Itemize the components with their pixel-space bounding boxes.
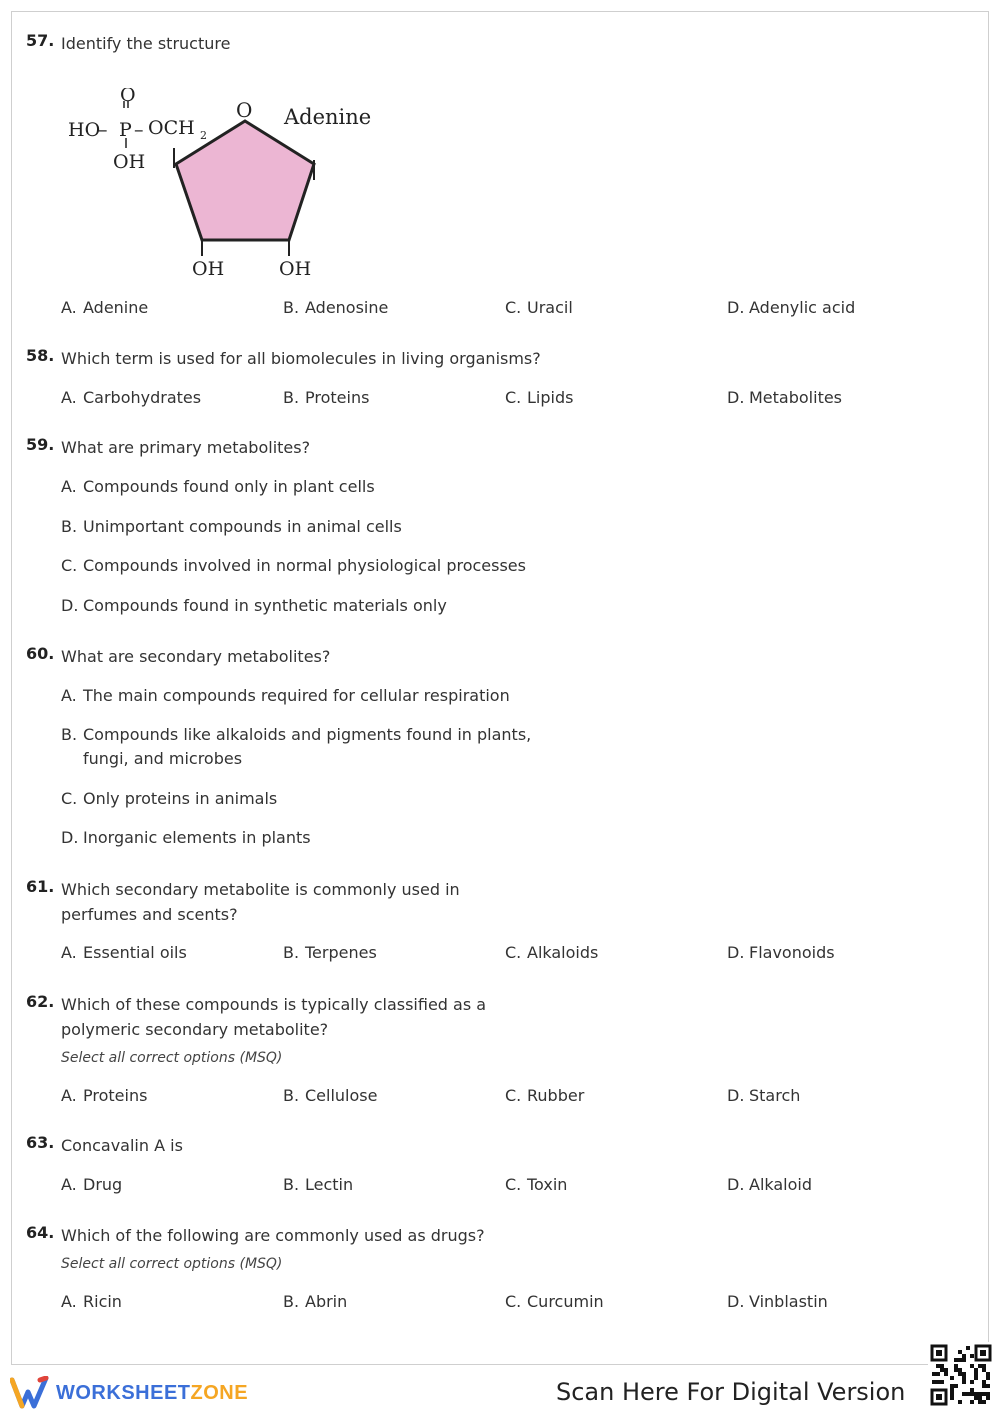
adenine-label: Adenine — [284, 105, 372, 129]
subscript-2-label: 2 — [200, 129, 207, 142]
option-c[interactable]: C. Alkaloids — [505, 943, 599, 962]
question-text: Identify the structure — [61, 34, 231, 53]
option-d[interactable]: D. Adenylic acid — [727, 298, 856, 317]
option-b[interactable]: B. Compounds like alkaloids and pigments found in plants, fungi, and microbes — [61, 725, 532, 768]
question-text: Which of these compounds is typically classified as a polymeric secondary metabolite? — [61, 995, 487, 1039]
question-text: What are primary metabolites? — [61, 438, 311, 457]
phosphate-oh-label: OH — [113, 151, 146, 173]
option-b[interactable]: B. Abrin — [283, 1292, 348, 1311]
scan-caption: Scan Here For Digital Version — [556, 1378, 906, 1406]
option-a[interactable]: A. Essential oils — [61, 943, 187, 962]
option-a[interactable]: A. Compounds found only in plant cells — [61, 477, 375, 496]
option-b[interactable]: B. Proteins — [283, 388, 370, 407]
question-text: Concavalin A is — [61, 1136, 183, 1155]
option-c[interactable]: C. Toxin — [505, 1175, 568, 1194]
option-a[interactable]: A. Proteins — [61, 1086, 148, 1105]
question-text: Which term is used for all biomolecules in living organisms? — [61, 349, 541, 368]
option-b[interactable]: B. Unimportant compounds in animal cells — [61, 517, 402, 536]
option-c[interactable]: C. Curcumin — [505, 1292, 604, 1311]
och-label: OCH — [148, 117, 195, 139]
option-d[interactable]: D. Metabolites — [727, 388, 843, 407]
hydroxyl-2-label: OH — [192, 258, 225, 280]
option-d[interactable]: D. Starch — [727, 1086, 801, 1105]
dash-label-2: – — [134, 119, 144, 141]
option-b[interactable]: B. Adenosine — [283, 298, 389, 317]
dash-label: – — [98, 119, 108, 141]
logo-w-icon — [10, 1376, 50, 1410]
ring-oxygen-label: O — [236, 98, 253, 122]
option-b[interactable]: B. Lectin — [283, 1175, 354, 1194]
option-c[interactable]: C. Rubber — [505, 1086, 585, 1105]
phosphorus-label: P — [119, 119, 132, 141]
question-text: Which of the following are commonly used as drugs? — [61, 1226, 485, 1245]
phosphate-oxygen-label: O — [120, 88, 136, 106]
question-number: 63. — [26, 1133, 55, 1152]
question-text: What are secondary metabolites? — [61, 647, 331, 666]
ribose-ring — [176, 121, 314, 240]
question-text: Which secondary metabolite is commonly used in perfumes and scents? — [61, 880, 460, 924]
option-a[interactable]: A. Carbohydrates — [61, 388, 202, 407]
option-a[interactable]: A. The main compounds required for cellular respiration — [61, 686, 510, 705]
msq-note: Select all correct options (MSQ) — [61, 1256, 283, 1272]
qr-code-icon — [928, 1342, 994, 1408]
option-a[interactable]: A. Ricin — [61, 1292, 122, 1311]
adenylic-acid-structure — [64, 88, 384, 288]
question-number: 59. — [26, 435, 55, 454]
option-c[interactable]: C. Lipids — [505, 388, 574, 407]
option-b[interactable]: B. Terpenes — [283, 943, 377, 962]
question-number: 64. — [26, 1223, 55, 1242]
question-number: 57. — [26, 31, 55, 50]
worksheetzone-logo[interactable] — [10, 1376, 248, 1410]
option-d[interactable]: D. Vinblastin — [727, 1292, 828, 1311]
ho-label: HO — [68, 119, 101, 141]
option-b[interactable]: B. Cellulose — [283, 1086, 378, 1105]
logo-text: WORKSHEETZONE — [56, 1381, 249, 1404]
option-c[interactable]: C. Uracil — [505, 298, 573, 317]
option-a[interactable]: A. Drug — [61, 1175, 123, 1194]
question-number: 58. — [26, 346, 55, 365]
option-d[interactable]: D. Compounds found in synthetic materials only — [61, 596, 447, 615]
option-d[interactable]: D. Alkaloid — [727, 1175, 813, 1194]
option-c[interactable]: C. Compounds involved in normal physiological processes — [61, 556, 526, 575]
question-number: 60. — [26, 644, 55, 663]
hydroxyl-3-label: OH — [279, 258, 312, 280]
option-d[interactable]: D. Inorganic elements in plants — [61, 828, 311, 847]
option-d[interactable]: D. Flavonoids — [727, 943, 835, 962]
msq-note: Select all correct options (MSQ) — [61, 1050, 283, 1066]
option-c[interactable]: C. Only proteins in animals — [61, 789, 278, 808]
qr-code[interactable] — [928, 1342, 994, 1408]
question-number: 61. — [26, 877, 55, 896]
option-a[interactable]: A. Adenine — [61, 298, 149, 317]
question-number: 62. — [26, 992, 55, 1011]
